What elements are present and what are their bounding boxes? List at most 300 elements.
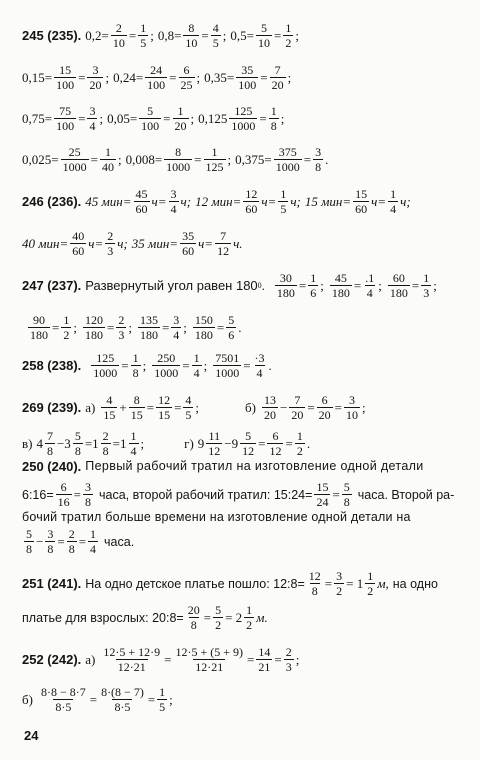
numerator: 125 xyxy=(96,351,115,365)
math-text: = 2 xyxy=(225,609,243,625)
numerator: 40 xyxy=(72,229,85,243)
fraction xyxy=(39,686,88,713)
fraction xyxy=(240,430,256,457)
numerator: 5 xyxy=(26,527,32,541)
math-text: 4 xyxy=(36,435,43,451)
numerator: 6 xyxy=(272,429,279,443)
fraction xyxy=(314,481,330,508)
numerator: 5 xyxy=(147,104,154,118)
math-text: −9 xyxy=(224,435,239,451)
page-number xyxy=(24,728,480,743)
numerator: 1 xyxy=(159,685,166,699)
denominator: 6 xyxy=(228,328,235,342)
denominator: 8 xyxy=(270,119,277,133)
fraction xyxy=(278,188,288,215)
ex252-line2 xyxy=(22,686,480,713)
math-text: = xyxy=(324,575,333,591)
fraction xyxy=(229,105,257,132)
math-text: = xyxy=(303,151,312,167)
math-text: = xyxy=(52,319,60,335)
math-text: . xyxy=(268,357,272,373)
ex251-line1 xyxy=(22,570,480,597)
denominator: 12 xyxy=(242,444,255,458)
math-text: на одно xyxy=(392,576,438,591)
denominator: 4 xyxy=(173,328,180,342)
math-text: = xyxy=(161,319,170,335)
math-text: ; xyxy=(99,110,104,126)
math-text: а) xyxy=(85,399,96,415)
numerator: 2 xyxy=(285,645,292,659)
math-text: ; xyxy=(287,69,292,85)
math-text: = xyxy=(174,399,182,415)
numerator: 3 xyxy=(336,569,343,583)
denominator: 180 xyxy=(30,328,48,342)
denominator: 8 xyxy=(68,542,75,556)
numerator: 1 xyxy=(280,187,287,201)
denominator: 60 xyxy=(182,244,195,258)
math-text: 0,15= xyxy=(22,69,53,85)
denominator: 100 xyxy=(56,119,75,133)
denominator: 24 xyxy=(316,495,329,509)
fraction xyxy=(24,528,34,555)
numerator: 2 xyxy=(118,313,125,327)
fraction xyxy=(365,570,375,597)
denominator: 12·21 xyxy=(117,660,146,674)
fraction xyxy=(388,188,398,215)
denominator: 15 xyxy=(158,408,171,422)
denominator: 20 xyxy=(89,78,102,92)
ex252-number: 252 (242). xyxy=(22,652,82,667)
ex251-line2 xyxy=(22,604,480,631)
math-text: часа. xyxy=(104,534,135,549)
math-text: = xyxy=(78,110,86,126)
math-text: = xyxy=(146,399,155,415)
fraction xyxy=(193,314,215,341)
numerator: 8·(8 − 7) xyxy=(101,685,144,699)
fraction xyxy=(134,188,150,215)
math-text: ; xyxy=(183,319,187,335)
fraction xyxy=(421,272,431,299)
numerator: 1 xyxy=(193,351,200,365)
denominator: 180 xyxy=(389,286,408,300)
numerator: 2 xyxy=(115,21,122,35)
math-text: б) xyxy=(22,691,33,707)
numerator: 15 xyxy=(59,63,72,77)
numerator: 8 xyxy=(175,145,182,159)
math-text: г) xyxy=(184,435,194,451)
numerator: 30 xyxy=(279,271,292,285)
fraction xyxy=(116,314,126,341)
math-text: − xyxy=(279,399,288,415)
math-text: 0,5= xyxy=(230,27,254,43)
fraction xyxy=(253,352,267,379)
numerator: 3 xyxy=(92,63,99,77)
fraction xyxy=(363,272,376,299)
numerator: 1 xyxy=(132,351,139,365)
denominator: 2 xyxy=(367,584,374,598)
numerator: 6 xyxy=(183,63,190,77)
numerator: 25 xyxy=(68,145,81,159)
ex246-line2 xyxy=(22,230,480,257)
math-text: ; xyxy=(73,319,77,335)
denominator: 60 xyxy=(245,202,258,216)
denominator: 1000 xyxy=(154,366,179,380)
numerator: 5 xyxy=(245,429,252,443)
fraction xyxy=(353,188,369,215)
math-text: ; xyxy=(169,691,173,707)
numerator: 3 xyxy=(170,187,177,201)
page-number-text: 24 xyxy=(24,728,39,743)
fraction xyxy=(87,105,97,132)
numerator: 12 xyxy=(158,393,171,407)
numerator: 4 xyxy=(185,393,192,407)
denominator: 100 xyxy=(56,78,75,92)
expr-text: 0,2= xyxy=(85,27,109,43)
ex245-line4 xyxy=(22,146,480,173)
fraction xyxy=(138,22,148,49)
numerator: 7 xyxy=(274,63,281,77)
math-text: ч; xyxy=(400,193,411,209)
math-text: = xyxy=(169,69,177,85)
math-text: = 1 xyxy=(346,575,364,591)
denominator: 8 xyxy=(46,444,53,458)
fraction xyxy=(307,570,323,597)
numerator: 75 xyxy=(59,104,72,118)
fraction xyxy=(164,146,192,173)
fraction xyxy=(243,188,259,215)
numerator: 20 xyxy=(187,603,200,617)
denominator: 8·5 xyxy=(114,700,131,714)
ex250-number: 250 (240). xyxy=(22,458,82,474)
math-text: а) xyxy=(85,651,96,667)
numerator: 1 xyxy=(270,104,277,118)
fraction xyxy=(138,314,160,341)
math-text: Первый рабочий тратил на изготовление одной детали xyxy=(85,459,424,473)
math-text: ; xyxy=(280,110,285,126)
math-text: ч= xyxy=(88,235,104,251)
numerator: 7 xyxy=(220,229,227,243)
numerator: 4 xyxy=(106,393,113,407)
ex269-line1 xyxy=(22,394,480,421)
math-text: ; xyxy=(195,399,200,415)
numerator: 35 xyxy=(182,229,195,243)
denominator: 1000 xyxy=(215,366,240,380)
math-text: = xyxy=(353,277,362,293)
math-text: = xyxy=(260,69,268,85)
math-text: 0,375= xyxy=(235,151,272,167)
fraction xyxy=(101,646,162,673)
denominator: 8 xyxy=(26,542,32,556)
fraction xyxy=(139,105,161,132)
numerator: 250 xyxy=(157,351,176,365)
denominator: 60 xyxy=(135,202,148,216)
fraction xyxy=(83,314,105,341)
math-text: ; xyxy=(227,151,232,167)
numerator: 2 xyxy=(107,229,114,243)
ex250-line2 xyxy=(22,481,480,508)
numerator: 12·5 + (5 + 9) xyxy=(175,645,244,659)
denominator: 2 xyxy=(246,618,253,632)
fraction xyxy=(183,394,193,421)
fraction xyxy=(129,394,145,421)
fraction xyxy=(105,230,115,257)
math-text: = xyxy=(78,69,86,85)
denominator: 10 xyxy=(257,36,270,50)
math-text: = xyxy=(285,435,293,451)
numerator: 1 xyxy=(310,271,317,285)
denominator: 100 xyxy=(147,78,166,92)
fraction xyxy=(244,604,254,631)
numerator: 5 xyxy=(215,603,222,617)
denominator: 125 xyxy=(205,160,224,174)
fraction xyxy=(275,272,297,299)
denominator: 180 xyxy=(84,328,103,342)
math-text: ; xyxy=(320,277,324,293)
denominator: 8 xyxy=(315,160,322,174)
math-text: в) xyxy=(22,435,33,451)
numerator: 1 xyxy=(423,271,430,285)
math-text: 0,75= xyxy=(22,110,53,126)
numerator: ·3 xyxy=(254,351,265,365)
math-text: 0,025= xyxy=(22,151,59,167)
math-text: 9 xyxy=(197,435,205,451)
math-text: = xyxy=(332,486,340,502)
denominator: 4 xyxy=(256,366,263,380)
denominator: 12·21 xyxy=(195,660,224,674)
fraction xyxy=(317,394,333,421)
denominator: 20 xyxy=(318,408,331,422)
math-text: . xyxy=(306,435,311,451)
denominator: 4 xyxy=(193,366,200,380)
numerator: 1 xyxy=(177,104,184,118)
numerator: 1 xyxy=(130,429,137,443)
fraction xyxy=(183,22,199,49)
math-text: + xyxy=(119,399,127,415)
ex245-line1 xyxy=(22,22,480,49)
numerator: 5 xyxy=(260,21,267,35)
math-text: 0,05= xyxy=(107,110,138,126)
numerator: 1 xyxy=(90,527,97,541)
fraction xyxy=(344,394,360,421)
math-text: ; xyxy=(140,435,145,451)
denominator: 60 xyxy=(355,202,368,216)
math-text: б) xyxy=(245,399,256,415)
numerator: 12·5 + 12·9 xyxy=(103,645,161,659)
denominator: 180 xyxy=(276,286,295,300)
math-text: м. xyxy=(256,609,268,625)
numerator: 90 xyxy=(33,313,45,327)
denominator: 3 xyxy=(118,328,125,342)
fraction xyxy=(179,64,195,91)
math-text: ; xyxy=(378,277,382,293)
math-text: ; xyxy=(433,277,437,293)
fraction xyxy=(56,481,72,508)
numerator: 12 xyxy=(308,569,321,583)
fraction xyxy=(262,394,278,421)
numerator: 2 xyxy=(68,527,75,541)
fraction xyxy=(101,430,111,457)
denominator: 1000 xyxy=(62,160,87,174)
numerator: 5 xyxy=(74,429,81,443)
numerator: 1 xyxy=(390,187,397,201)
fraction xyxy=(215,230,231,257)
denominator: 5 xyxy=(140,36,147,50)
denominator: 8 xyxy=(190,618,197,632)
denominator: 100 xyxy=(141,119,160,133)
math-text: = xyxy=(334,399,343,415)
fraction xyxy=(101,394,117,421)
fraction xyxy=(206,430,222,457)
math-text: ч; xyxy=(290,193,301,209)
denominator: 6 xyxy=(310,286,317,300)
math-text: 35 мин= xyxy=(131,235,179,251)
numerator: 5 xyxy=(228,313,235,327)
math-text: = xyxy=(182,357,190,373)
denominator: 20 xyxy=(271,78,284,92)
math-text: 6:16= xyxy=(22,487,54,502)
denominator: 8 xyxy=(102,444,109,458)
numerator: 60 xyxy=(392,271,405,285)
numerator: 1 xyxy=(211,145,218,159)
denominator: 3 xyxy=(423,286,430,300)
fraction xyxy=(289,394,305,421)
denominator: 100 xyxy=(238,78,257,92)
math-text: часа. Второй ра- xyxy=(357,487,455,502)
numerator: 4 xyxy=(212,21,219,35)
denominator: 2 xyxy=(285,36,292,50)
denominator: 8 xyxy=(311,584,318,598)
numerator: 1 xyxy=(367,569,374,583)
math-text: ; xyxy=(203,357,208,373)
denominator: 5 xyxy=(280,202,287,216)
fraction xyxy=(157,686,167,713)
fraction xyxy=(61,146,89,173)
denominator: 25 xyxy=(180,78,193,92)
numerator: 3 xyxy=(84,480,91,494)
numerator: 1 xyxy=(296,429,303,443)
fraction xyxy=(171,314,181,341)
fraction xyxy=(100,146,116,173)
ex258-number: 258 (238). xyxy=(22,358,82,373)
denominator: 16 xyxy=(57,495,70,509)
math-text: 0,008= xyxy=(125,151,163,167)
math-text: платье для взрослых: 20:8= xyxy=(22,610,184,625)
numerator: 1 xyxy=(246,603,253,617)
math-text: . xyxy=(325,151,329,167)
denominator: 8 xyxy=(132,366,139,380)
fraction xyxy=(156,394,172,421)
fraction xyxy=(83,481,93,508)
numerator: 11 xyxy=(208,429,221,443)
ex250-line1 xyxy=(22,457,480,475)
numerator: 120 xyxy=(84,313,103,327)
ex258-line1 xyxy=(22,352,480,379)
fraction xyxy=(204,146,226,173)
fraction xyxy=(87,64,103,91)
denominator: 8 xyxy=(74,444,81,458)
numerator: 135 xyxy=(139,313,158,327)
math-text: 0,35= xyxy=(204,69,235,85)
ex246-number: 246 (236). xyxy=(22,194,82,209)
denominator: 8·5 xyxy=(55,700,72,714)
fraction xyxy=(211,22,221,49)
math-text: = xyxy=(273,27,282,43)
numerator: 3 xyxy=(47,527,54,541)
math-text: −3 xyxy=(56,435,71,451)
numerator: 24 xyxy=(150,63,163,77)
fraction xyxy=(186,604,202,631)
math-text: = xyxy=(121,357,129,373)
math-text: 12 мин= xyxy=(195,193,242,209)
fraction xyxy=(91,352,119,379)
math-text: = xyxy=(89,691,98,707)
math-text: ч. xyxy=(233,235,243,251)
fraction xyxy=(99,686,146,713)
fraction xyxy=(283,22,293,49)
numerator: 15 xyxy=(316,480,329,494)
math-text: ; xyxy=(196,69,201,85)
fraction xyxy=(256,646,272,673)
denominator: 60 xyxy=(72,244,85,258)
fraction xyxy=(54,105,76,132)
numerator: 14 xyxy=(258,645,271,659)
fraction xyxy=(295,430,305,457)
denominator: 180 xyxy=(194,328,213,342)
numerator: 3 xyxy=(349,393,356,407)
math-text: = xyxy=(307,399,315,415)
denominator: 2 xyxy=(296,444,303,458)
denominator: 10 xyxy=(346,408,359,422)
math-text: 0,125 xyxy=(198,110,228,126)
ex245-line2 xyxy=(22,64,480,91)
math-text: ; xyxy=(105,69,110,85)
fraction xyxy=(274,146,302,173)
math-text: = xyxy=(203,609,212,625)
math-text: ч= xyxy=(151,193,167,209)
denominator: 21 xyxy=(258,660,271,674)
fraction xyxy=(192,352,202,379)
fraction xyxy=(180,230,196,257)
math-text: 0,8= xyxy=(157,27,182,43)
fraction xyxy=(67,528,77,555)
math-text: м, xyxy=(377,575,389,591)
fraction xyxy=(145,64,167,91)
math-text: 0,24= xyxy=(113,69,144,85)
denominator: 2 xyxy=(63,328,70,342)
math-text: ; xyxy=(295,651,300,667)
denominator: 4 xyxy=(130,444,137,458)
numerator: 8 xyxy=(133,393,140,407)
fraction xyxy=(111,22,127,49)
ex269-line2 xyxy=(22,430,480,457)
denominator: 3 xyxy=(107,244,114,258)
denominator: 4 xyxy=(90,542,97,556)
denominator: 40 xyxy=(101,160,114,174)
numerator: 1 xyxy=(140,21,147,35)
math-text: . xyxy=(261,277,265,293)
denominator: 20 xyxy=(174,119,187,133)
denominator: 2 xyxy=(336,584,343,598)
numerator: 3 xyxy=(173,313,180,327)
fraction xyxy=(129,430,139,457)
ex246-line1 xyxy=(22,188,480,215)
math-text: ; xyxy=(362,399,366,415)
fraction xyxy=(256,22,272,49)
ex247-number: 247 (237). xyxy=(22,278,82,293)
ex251-number: 251 (241). xyxy=(22,576,82,591)
ex250-line4 xyxy=(22,528,480,555)
denominator: 180 xyxy=(139,328,158,342)
